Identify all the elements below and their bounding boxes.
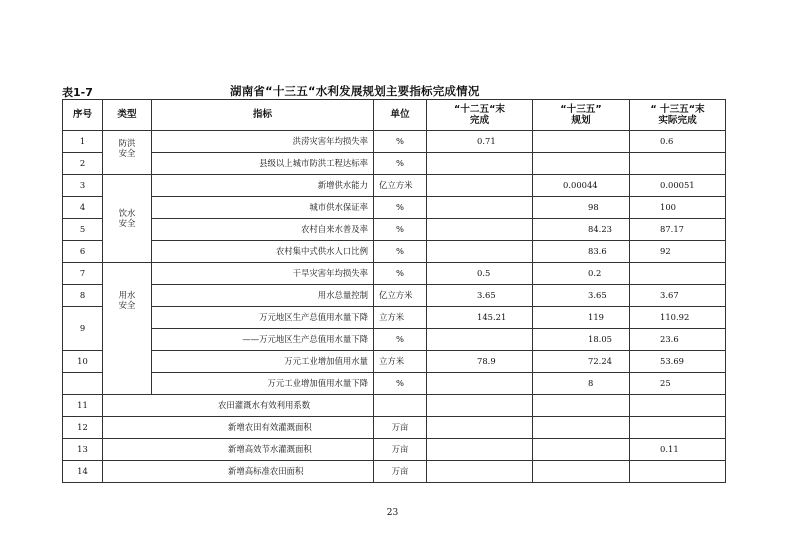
header-row: [63, 100, 726, 131]
cell-actual: 92: [630, 241, 726, 263]
cell-no: 2: [63, 153, 103, 175]
cell-actual: 3.67: [630, 285, 726, 307]
cell-plan: [533, 439, 630, 461]
table-row: [63, 241, 726, 263]
cell-plan: 0.2: [533, 263, 630, 285]
cell-12th: [427, 197, 533, 219]
cell-unit: 万亩: [374, 461, 427, 483]
cell-no: 12: [63, 417, 103, 439]
cell-actual: 0.00051: [630, 175, 726, 197]
cell-actual: [630, 417, 726, 439]
cell-plan: 72.24: [533, 351, 630, 373]
cell-actual: 25: [630, 373, 726, 395]
cell-actual: 100: [630, 197, 726, 219]
header-unit: 单位: [374, 100, 427, 131]
table-row: [63, 329, 726, 351]
header-indicator: 指标: [152, 100, 374, 131]
cell-12th: [427, 417, 533, 439]
cell-12th: 0.5: [427, 263, 533, 285]
header-13th-plan: “十三五” 规划: [533, 100, 630, 131]
cell-unit: 立方米: [374, 307, 427, 329]
cell-no: 9: [63, 307, 103, 351]
cell-indicator: 城市供水保证率: [152, 197, 374, 219]
cell-12th: [427, 439, 533, 461]
cell-actual: 0.11: [630, 439, 726, 461]
cell-no: 4: [63, 197, 103, 219]
cell-12th: 78.9: [427, 351, 533, 373]
cell-plan: 3.65: [533, 285, 630, 307]
header-no: 序号: [63, 100, 103, 131]
cell-actual: 87.17: [630, 219, 726, 241]
cell-indicator: 农村自来水普及率: [152, 219, 374, 241]
table-row: [63, 263, 726, 285]
cell-indicator: ——万元地区生产总值用水量下降: [152, 329, 374, 351]
cell-indicator: 万元地区生产总值用水量下降: [152, 307, 374, 329]
cell-no: [63, 373, 152, 395]
cell-unit: %: [374, 263, 427, 285]
cell-no: 10: [63, 351, 103, 373]
header-12th-completed: “十二五“末 完成: [427, 100, 533, 131]
cell-12th: 0.71: [427, 131, 533, 153]
cell-plan: [533, 461, 630, 483]
cell-indicator: 农田灌溉水有效利用系数: [103, 395, 374, 417]
table-row: [63, 153, 726, 175]
cell-plan: 83.6: [533, 241, 630, 263]
cell-unit: 亿立方米: [374, 175, 427, 197]
page-number: 23: [386, 508, 399, 518]
cell-actual: [630, 461, 726, 483]
cell-actual: 0.6: [630, 131, 726, 153]
cell-unit: [374, 395, 427, 417]
cell-12th: 145.21: [427, 307, 533, 329]
cell-actual: [630, 263, 726, 285]
cell-indicator: 用水总量控制: [152, 285, 374, 307]
cell-indicator: 万元工业增加值用水量下降: [152, 373, 374, 395]
cell-12th: [427, 175, 533, 197]
cell-plan: 119: [533, 307, 630, 329]
cell-12th: [427, 461, 533, 483]
cell-plan: 0.00044: [533, 175, 630, 197]
cell-actual: 53.69: [630, 351, 726, 373]
category-drinking-water: 饮水 安全: [103, 175, 152, 263]
cell-plan: 98: [533, 197, 630, 219]
cell-unit: %: [374, 131, 427, 153]
cell-plan: 84.23: [533, 219, 630, 241]
cell-no: 11: [63, 395, 103, 417]
table-row: [63, 395, 726, 417]
cell-plan: [533, 395, 630, 417]
cell-no: 5: [63, 219, 103, 241]
table-row: [63, 285, 726, 307]
cell-plan: [533, 153, 630, 175]
cell-indicator: 干旱灾害年均损失率: [152, 263, 374, 285]
cell-unit: %: [374, 219, 427, 241]
cell-indicator: 新增农田有效灌溉面积: [103, 417, 374, 439]
table-row: [63, 175, 726, 197]
cell-actual: [630, 153, 726, 175]
cell-indicator: 洪涝灾害年均损失率: [152, 131, 374, 153]
table-title: 湖南省“十三五“水利发展规划主要指标完成情况: [230, 84, 480, 98]
table-number: 表1-7: [62, 86, 93, 99]
cell-indicator: 万元工业增加值用水量: [152, 351, 374, 373]
cell-no: 8: [63, 285, 103, 307]
table-row: [63, 373, 726, 395]
header-type: 类型: [103, 100, 152, 131]
indicator-table: [62, 99, 726, 483]
cell-indicator: 农村集中式供水人口比例: [152, 241, 374, 263]
table-row: [63, 219, 726, 241]
cell-unit: %: [374, 241, 427, 263]
cell-actual: 110.92: [630, 307, 726, 329]
cell-unit: 亿立方米: [374, 285, 427, 307]
cell-no: 14: [63, 461, 103, 483]
cell-unit: %: [374, 373, 427, 395]
table-row: [63, 461, 726, 483]
cell-no: 13: [63, 439, 103, 461]
table-row: [63, 197, 726, 219]
cell-indicator: 新增供水能力: [152, 175, 374, 197]
cell-plan: 8: [533, 373, 630, 395]
cell-unit: %: [374, 329, 427, 351]
table-row: [63, 417, 726, 439]
cell-indicator: 县级以上城市防洪工程达标率: [152, 153, 374, 175]
cell-no: 1: [63, 131, 103, 153]
table-row: [63, 351, 726, 373]
cell-no: 7: [63, 263, 103, 285]
cell-actual: [630, 395, 726, 417]
cell-12th: [427, 395, 533, 417]
cell-unit: 万亩: [374, 439, 427, 461]
cell-unit: 万亩: [374, 417, 427, 439]
cell-indicator: 新增高标准农田面积: [103, 461, 374, 483]
category-water-use: 用水 安全: [103, 263, 152, 395]
cell-plan: [533, 417, 630, 439]
cell-unit: %: [374, 153, 427, 175]
cell-no: 3: [63, 175, 103, 197]
cell-no: 6: [63, 241, 103, 263]
table-row: [63, 131, 726, 153]
cell-unit: 立方米: [374, 351, 427, 373]
cell-12th: [427, 329, 533, 351]
cell-12th: [427, 241, 533, 263]
cell-plan: 18.05: [533, 329, 630, 351]
cell-actual: 23.6: [630, 329, 726, 351]
category-flood-control: 防洪 安全: [103, 131, 152, 175]
cell-12th: 3.65: [427, 285, 533, 307]
table-row: [63, 439, 726, 461]
cell-12th: [427, 219, 533, 241]
cell-plan: [533, 131, 630, 153]
table-row: [63, 307, 726, 329]
cell-unit: %: [374, 197, 427, 219]
cell-12th: [427, 153, 533, 175]
header-13th-actual: “ 十三五“末 实际完成: [630, 100, 726, 131]
cell-indicator: 新增高效节水灌溉面积: [103, 439, 374, 461]
cell-12th: [427, 373, 533, 395]
